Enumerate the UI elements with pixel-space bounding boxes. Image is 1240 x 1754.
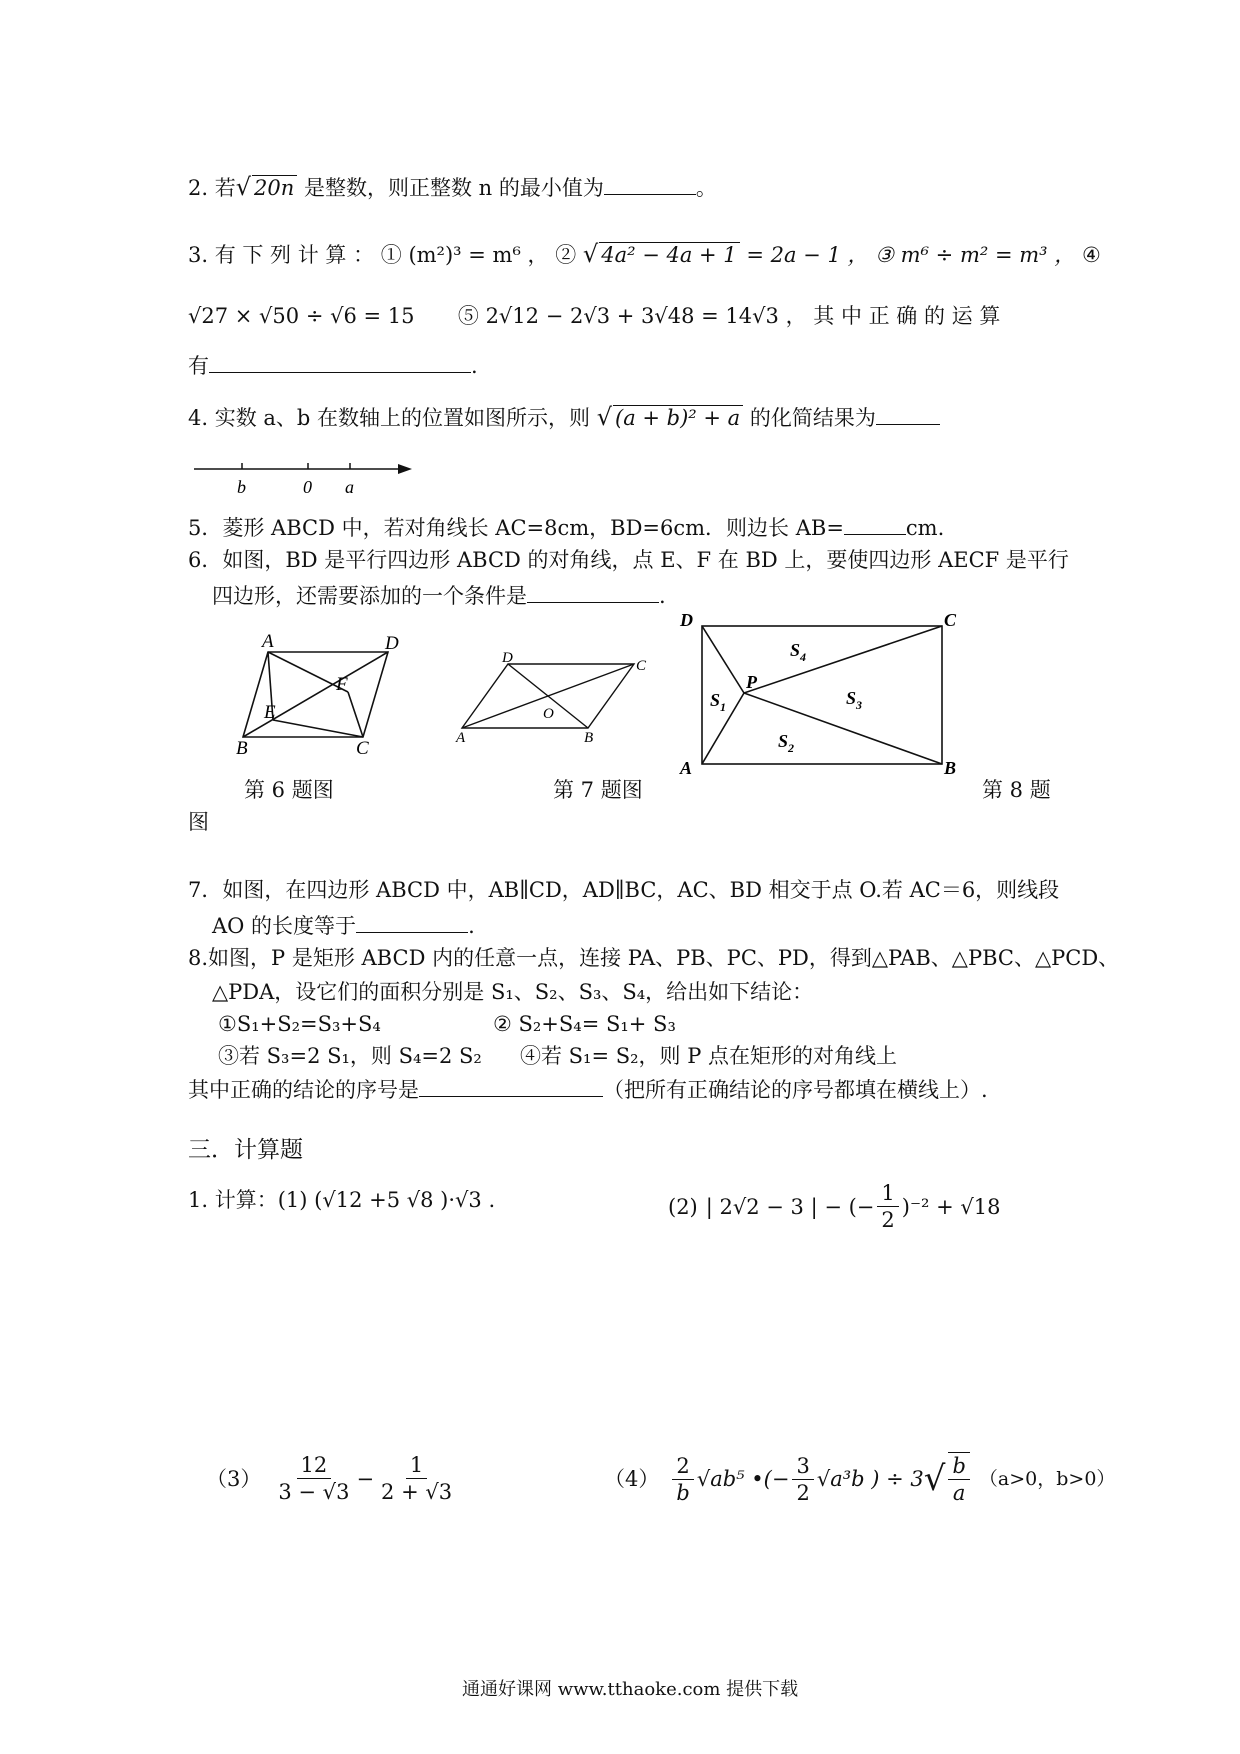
q4-prefix: 4. 实数 a、b 在数轴上的位置如图所示，则 [188, 406, 591, 430]
q4-radical: (a + b)² + a [613, 405, 743, 430]
fig8-sub-1: 1 [720, 700, 727, 714]
question-8-line2 [212, 978, 813, 1006]
question-8-line5 [188, 1074, 988, 1104]
question-8-line3 [218, 1010, 676, 1038]
svg-text:S4 [790, 640, 806, 664]
question-2: 2. 若√ 20n 是整数，则正整数 n 的最小值为 。 [188, 173, 717, 201]
q8-conclusion-1: ①S₁+S₂=S₃+S₄ [218, 1012, 381, 1036]
calc-4-fraction-2: $\frac{3}{2}$ [792, 1453, 813, 1506]
fig8-sub-4: 4 [800, 650, 807, 664]
question-6-line2 [212, 580, 666, 610]
q3-head: 3. 有 下 列 计 算 ： [188, 243, 375, 267]
answer-blank[interactable] [604, 172, 696, 195]
svg-text:S3 [846, 688, 862, 712]
q5-end: cm. [905, 516, 945, 540]
svg-text:S1 [710, 690, 726, 714]
q8-conclusion-3: ③若 S₃=2 S₁，则 S₄=2 S₂ [218, 1044, 482, 1068]
calc-4-term-1: √ab⁵ •(− [696, 1467, 790, 1491]
fig8-caption-2: 图 [188, 810, 209, 834]
question-7-line2 [212, 910, 475, 940]
svg-text:S2 [778, 731, 794, 755]
fig8-caption: 第 8 题 [982, 778, 1051, 802]
answer-blank[interactable] [844, 512, 906, 535]
fig7-label-D: D [502, 652, 513, 666]
number-line-label-a: a [345, 477, 354, 497]
calc-3-label: （3） [206, 1466, 262, 1491]
calc-2-expr-a: | 2√2 − 3 | − (− [705, 1194, 875, 1219]
calc-4-fraction-1: $\frac{2}{b}$ [672, 1453, 693, 1506]
fig7-label-O: O [543, 706, 554, 722]
q3-last: 有 [188, 354, 209, 378]
answer-blank[interactable] [356, 910, 468, 933]
q8-line1: 8.如图，P 是矩形 ABCD 内的任意一点，连接 PA、PB、PC、PD，得到△PAB、△PBC、△PCD、 [188, 946, 1120, 970]
question-3-line3: 有 . [188, 350, 478, 380]
fig6-caption: 第 6 题图 [244, 778, 334, 802]
question-8-line1 [188, 944, 1119, 972]
calc-3 [206, 1452, 459, 1505]
fig6-label-C: C [356, 738, 369, 758]
q5-text: 5．菱形 ABCD 中，若对角线长 AC=8cm，BD=6cm．则边长 AB= [188, 516, 844, 540]
question-8-line4 [218, 1042, 898, 1070]
q2-radical: 20n [252, 175, 297, 200]
fig8-label-D: D [680, 612, 693, 630]
calc-1-expr: (√12 +5 √8 )·√3 . [314, 1188, 496, 1212]
answer-blank[interactable] [209, 350, 471, 373]
calc-4: （4） $\frac{2}{b}$ √ab⁵ •(− $\frac{3}{2}$ √a³b ) ÷ 3 √ $\frac{b}{a}$ （a>0，b>0） [604, 1453, 1116, 1505]
calc-1-label: 1. 计算：(1) [188, 1188, 308, 1212]
question-3-line1: 3. 有 下 列 计 算 ： ① (m²)³ = m⁶ ， ② √ 4a² − 4a + 1 = 2a − 1 ， ③ m⁶ ÷ m² = m³ ， ④ [188, 240, 1101, 268]
q3-item4-label: ④ [1081, 243, 1101, 267]
q7-line2: AO 的长度等于 [212, 914, 357, 938]
q8-line5b: （把所有正确结论的序号都填在横线上）. [603, 1078, 988, 1102]
calc-3-fraction-1: $\frac{12}{3 - √3}$ [278, 1453, 350, 1504]
q3-item2-radical: 4a² − 4a + 1 [599, 242, 739, 267]
fig8-label-S3: S [846, 688, 857, 708]
question-3-line2 [188, 302, 1000, 330]
fig6-label-A: A [262, 632, 274, 652]
fig8-label-A: A [680, 758, 693, 778]
q2-end: 。 [695, 176, 717, 200]
calc-1-2 [668, 1180, 1001, 1233]
fig8-label-S1: S [710, 690, 721, 710]
fig7-label-A: A [456, 730, 466, 742]
question-6-line1 [188, 546, 1069, 574]
q2-suffix: 是整数，则正整数 n 的最小值为 [303, 176, 604, 200]
q3-item4-expr: √27 × √50 ÷ √6 = 15 [188, 304, 415, 328]
q2-prefix: 2. 若 [188, 176, 236, 200]
section-3-title: 三．计算题 [188, 1137, 303, 1163]
fig8-label-P: P [746, 672, 757, 692]
fig6-label-E: E [264, 702, 276, 723]
number-line-label-0: 0 [303, 477, 312, 497]
fig8-sub-2: 2 [788, 741, 795, 755]
fig7-label-B: B [584, 730, 594, 742]
number-line [190, 455, 420, 505]
calc-2-fraction: $\frac{1}{2}$ [877, 1180, 898, 1233]
calc-2-label: (2) [668, 1194, 698, 1219]
fig7-caption: 第 7 题图 [553, 778, 643, 802]
answer-blank[interactable] [527, 580, 659, 603]
answer-blank[interactable] [419, 1074, 603, 1097]
fig7-label-C: C [636, 658, 647, 674]
calc-1-1 [188, 1186, 495, 1214]
calc-3-fraction-2: $\frac{1}{2 + √3}$ [381, 1453, 453, 1504]
question-4: 4. 实数 a、b 在数轴上的位置如图所示，则 √ (a + b)² + a 的化简结果为 [188, 402, 940, 432]
q3-tail: ， 其 中 正 确 的 运 算 [785, 304, 1001, 328]
calc-4-condition: （a>0，b>0） [978, 1468, 1116, 1490]
q8-conclusion-2: ② S₂+S₄= S₁+ S₃ [493, 1012, 676, 1036]
fig6-label-B: B [236, 738, 248, 758]
question-7-line1 [188, 876, 1059, 904]
figure-6 [228, 632, 408, 758]
figure-7 [452, 652, 652, 742]
fig8-label-S2: S [778, 731, 789, 751]
q6-line2: 四边形，还需要添加的一个条件是 [212, 584, 527, 608]
q3-item1: ① (m²)³ = m⁶ ， [380, 243, 549, 267]
q8-line5a: 其中正确的结论的序号是 [188, 1078, 419, 1102]
answer-blank[interactable] [876, 402, 940, 425]
fig8-sub-3: 3 [856, 698, 863, 712]
q6-end: . [659, 584, 666, 608]
q8-line2: △PDA，设它们的面积分别是 S₁、S₂、S₃、S₄，给出如下结论： [212, 980, 814, 1004]
calc-3-minus: − [356, 1466, 375, 1491]
number-line-label-b: b [237, 477, 246, 497]
footer-text: 通通好课网 www.tthaoke.com 提供下载 [462, 1679, 799, 1700]
calc-4-fraction-3: $\frac{b}{a}$ [948, 1452, 969, 1506]
q7-line1: 7．如图，在四边形 ABCD 中，AB∥CD，AD∥BC，AC、BD 相交于点 O.若 AC＝6，则线段 [188, 878, 1060, 902]
q6-line1: 6．如图，BD 是平行四边形 ABCD 的对角线，点 E、F 在 BD 上，要使四边形 AECF 是平行 [188, 548, 1069, 572]
figure-8 [678, 612, 968, 780]
q3-item2-label: ② [555, 243, 577, 267]
q3-item5-expr: ⑤ 2√12 − 2√3 + 3√48 = 14√3 [457, 304, 779, 328]
fig8-label-S4: S [790, 640, 801, 660]
fig6-label-D: D [385, 633, 399, 654]
q4-suffix: 的化简结果为 [749, 406, 876, 430]
calc-2-expr-b: )⁻² + √18 [901, 1194, 1001, 1219]
q3-item2-rhs: = 2a − 1 ， [746, 243, 869, 267]
fig8-label-B: B [944, 758, 957, 778]
question-5 [188, 512, 944, 542]
q7-end: . [468, 914, 475, 938]
q3-item3: ③ m⁶ ÷ m² = m³ ， [875, 243, 1076, 267]
calc-4-term-2: √a³b ) ÷ 3 [816, 1467, 924, 1491]
fig6-label-F: F [336, 674, 348, 695]
calc-4-label: （4） [604, 1467, 660, 1491]
fig8-label-C: C [944, 612, 957, 630]
q8-conclusion-4: ④若 S₁= S₂，则 P 点在矩形的对角线上 [520, 1044, 898, 1068]
